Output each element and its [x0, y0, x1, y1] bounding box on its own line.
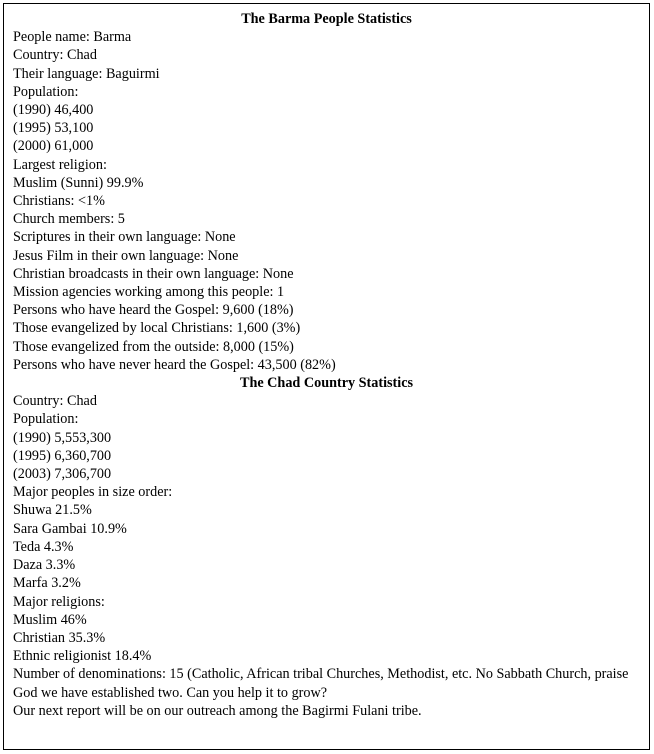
chad-people-shuwa: Shuwa 21.5%: [13, 502, 92, 519]
barma-jesus-film: Jesus Film in their own language: None: [13, 247, 239, 264]
chad-peoples-label: Major peoples in size order:: [13, 484, 173, 501]
barma-heard-gospel: Persons who have heard the Gospel: 9,600 (18%): [13, 302, 294, 319]
chad-country: Country: Chad: [13, 393, 97, 410]
barma-title: The Barma People Statistics: [241, 11, 412, 27]
chad-religion-muslim: Muslim 46%: [13, 611, 87, 628]
chad-people-teda: Teda 4.3%: [13, 538, 74, 555]
chad-title: The Chad Country Statistics: [239, 375, 414, 392]
barma-church-members: Church members: 5: [13, 211, 125, 228]
next-report-note: Our next report will be on our outreach among the Bagirmi Fulani tribe.: [13, 702, 422, 719]
statistics-box: [3, 3, 650, 750]
barma-evangelized-local: Those evangelized by local Christians: 1,600 (3%): [13, 320, 301, 337]
barma-never-heard: Persons who have never heard the Gospel: 43,500 (82%): [13, 356, 336, 373]
chad-population-2003: (2003) 7,306,700: [13, 466, 112, 483]
barma-religion-label: Largest religion:: [13, 156, 107, 173]
barma-broadcasts: Christian broadcasts in their own language: None: [13, 265, 294, 282]
chad-religion-christian: Christian 35.3%: [13, 629, 106, 646]
barma-population-1990: (1990) 46,400: [13, 102, 94, 119]
barma-scriptures: Scriptures in their own language: None: [13, 229, 236, 246]
barma-evangelized-outside: Those evangelized from the outside: 8,000 (15%): [13, 338, 294, 355]
chad-religions-label: Major religions:: [13, 593, 105, 610]
barma-religion-muslim: Muslim (Sunni) 99.9%: [13, 174, 144, 191]
barma-language: Their language: Baguirmi: [13, 65, 160, 82]
barma-population-2000: (2000) 61,000: [13, 138, 94, 155]
barma-population-label: Population:: [13, 83, 79, 100]
barma-mission-agencies: Mission agencies working among this people: 1: [13, 284, 285, 301]
chad-people-marfa: Marfa 3.2%: [13, 575, 81, 592]
chad-population-1995: (1995) 6,360,700: [13, 447, 112, 464]
chad-population-1990: (1990) 5,553,300: [13, 429, 112, 446]
barma-people-name: People name: Barma: [13, 29, 132, 46]
barma-country: Country: Chad: [13, 47, 97, 64]
chad-population-label: Population:: [13, 411, 79, 428]
chad-denominations: Number of denominations: 15 (Catholic, African tribal Churches, Methodist, etc. No Sabbath Church, praise God we have established two. Can you help it to grow?: [13, 666, 629, 701]
chad-religion-ethnic: Ethnic religionist 18.4%: [13, 648, 152, 665]
barma-christians: Christians: <1%: [13, 193, 105, 210]
chad-people-daza: Daza 3.3%: [13, 557, 76, 574]
chad-people-sara-gambai: Sara Gambai 10.9%: [13, 520, 127, 537]
barma-population-1995: (1995) 53,100: [13, 120, 94, 137]
